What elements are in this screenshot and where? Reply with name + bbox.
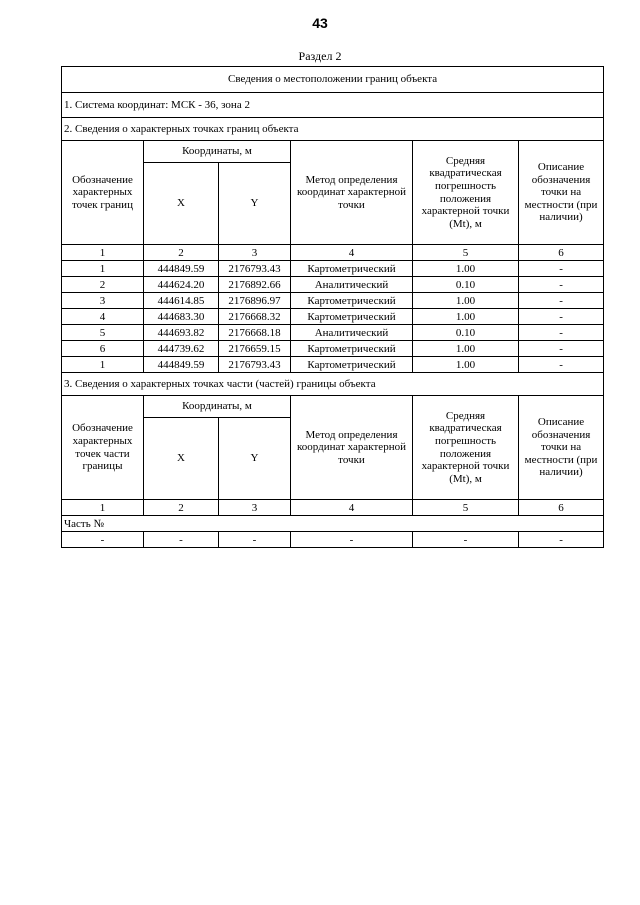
point-id: 1 [62, 357, 144, 373]
column-number: 3 [219, 245, 291, 261]
method: Картометрический [291, 309, 413, 325]
method: Аналитический [291, 277, 413, 293]
page-number: 43 [312, 15, 328, 31]
description: - [519, 293, 604, 309]
coord-x: 444739.62 [144, 341, 219, 357]
column-number: 2 [144, 500, 219, 516]
table-row [62, 293, 604, 309]
header-y: Y [219, 418, 291, 500]
description: - [519, 309, 604, 325]
header-method: Метод определения координат характерной точки [291, 396, 413, 500]
part1-title: 2. Сведения о характерных точках границ объекта [62, 118, 604, 141]
coord-y: 2176892.66 [219, 277, 291, 293]
method: Картометрический [291, 261, 413, 277]
error: 1.00 [413, 293, 519, 309]
point-id: 6 [62, 341, 144, 357]
coordinate-system-text: 1. Система координат: МСК - 36, зона 2 [62, 93, 604, 118]
column-number: 5 [413, 500, 519, 516]
description: - [519, 261, 604, 277]
column-number: 1 [62, 500, 144, 516]
part1-title-row [62, 118, 604, 141]
coord-x: 444849.59 [144, 357, 219, 373]
header-description: Описание обозначения точки на местности (при наличии) [519, 396, 604, 500]
column-number: 6 [519, 245, 604, 261]
header-designation: Обозначение характерных точек части границы [62, 396, 144, 500]
method: Картометрический [291, 341, 413, 357]
coord-y: 2176793.43 [219, 261, 291, 277]
error: 1.00 [413, 357, 519, 373]
column-number: 2 [144, 245, 219, 261]
column-number: 4 [291, 245, 413, 261]
coord-y: 2176659.15 [219, 341, 291, 357]
table-row [62, 325, 604, 341]
part-number-label: Часть № [62, 516, 604, 532]
header-coordinates: Координаты, м [144, 141, 291, 163]
coord-x: 444683.30 [144, 309, 219, 325]
description: - [519, 325, 604, 341]
coord-y: 2176896.97 [219, 293, 291, 309]
method: Картометрический [291, 357, 413, 373]
point-id: - [62, 532, 144, 548]
column-number: 5 [413, 245, 519, 261]
column-number: 4 [291, 500, 413, 516]
error: 0.10 [413, 277, 519, 293]
header-error: Средняя квадратическая погрешность положения характерной точки (Mt), м [413, 396, 519, 500]
header-method: Метод определения координат характерной точки [291, 141, 413, 245]
coord-y: 2176668.32 [219, 309, 291, 325]
point-id: 3 [62, 293, 144, 309]
table-title: Сведения о местоположении границ объекта [62, 67, 604, 93]
header-description: Описание обозначения точки на местности (при наличии) [519, 141, 604, 245]
method: Картометрический [291, 293, 413, 309]
point-id: 1 [62, 261, 144, 277]
section-label: Раздел 2 [298, 49, 342, 63]
table-row [62, 341, 604, 357]
part-number-row [62, 516, 604, 532]
coord-x: 444693.82 [144, 325, 219, 341]
description: - [519, 341, 604, 357]
header-error: Средняя квадратическая погрешность положения характерной точки (Mt), м [413, 141, 519, 245]
point-id: 2 [62, 277, 144, 293]
column-number: 3 [219, 500, 291, 516]
point-id: 5 [62, 325, 144, 341]
boundary-table [61, 66, 604, 548]
column-number: 1 [62, 245, 144, 261]
part2-title-row [62, 373, 604, 396]
header-designation: Обозначение характерных точек границ [62, 141, 144, 245]
header-coordinates: Координаты, м [144, 396, 291, 418]
error: 1.00 [413, 341, 519, 357]
part2-header-row [62, 396, 604, 418]
table-row [62, 277, 604, 293]
coord-x: 444849.59 [144, 261, 219, 277]
method: - [291, 532, 413, 548]
coord-x: - [144, 532, 219, 548]
coord-y: 2176668.18 [219, 325, 291, 341]
table-row [62, 309, 604, 325]
part2-title: 3. Сведения о характерных точках части (частей) границы объекта [62, 373, 604, 396]
header-x: X [144, 418, 219, 500]
table-row [62, 261, 604, 277]
part1-header-row [62, 141, 604, 163]
column-numbers-row [62, 500, 604, 516]
coordinate-system-row [62, 93, 604, 118]
table-title-row [62, 67, 604, 93]
column-numbers-row [62, 245, 604, 261]
error: 0.10 [413, 325, 519, 341]
point-id: 4 [62, 309, 144, 325]
description: - [519, 277, 604, 293]
error: 1.00 [413, 261, 519, 277]
header-x: X [144, 163, 219, 245]
error: 1.00 [413, 309, 519, 325]
coord-x: 444624.20 [144, 277, 219, 293]
coord-y: - [219, 532, 291, 548]
description: - [519, 532, 604, 548]
method: Аналитический [291, 325, 413, 341]
error: - [413, 532, 519, 548]
description: - [519, 357, 604, 373]
coord-y: 2176793.43 [219, 357, 291, 373]
coord-x: 444614.85 [144, 293, 219, 309]
table-row [62, 357, 604, 373]
header-y: Y [219, 163, 291, 245]
column-number: 6 [519, 500, 604, 516]
table-row [62, 532, 604, 548]
